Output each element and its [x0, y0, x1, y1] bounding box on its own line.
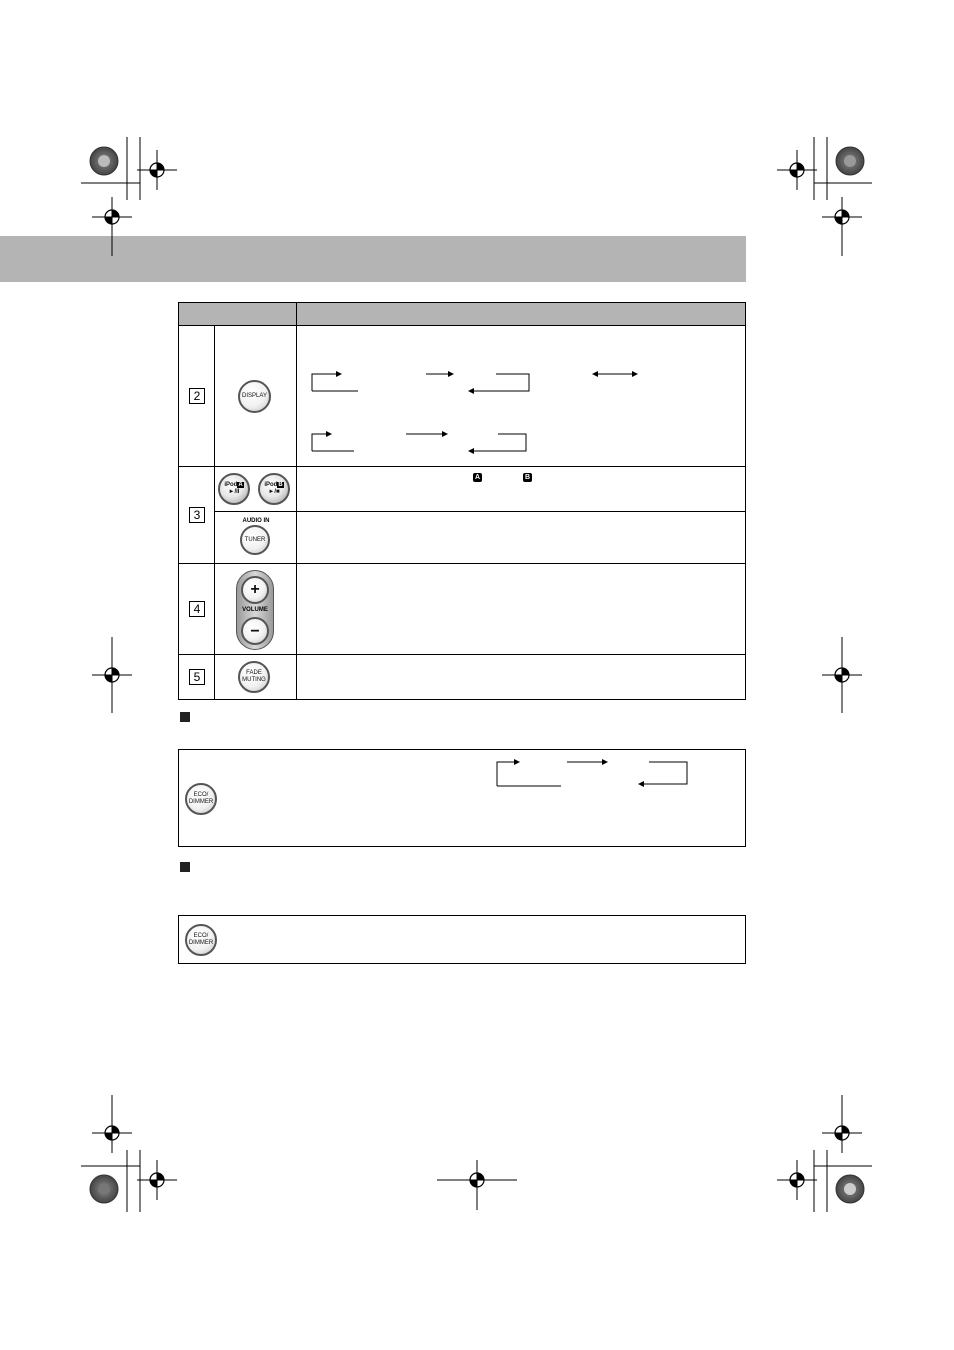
eco-label-line2: DIMMER [188, 940, 214, 946]
ipod-b-label: iPod [264, 482, 278, 488]
display-button-label: DISPLAY [242, 393, 267, 399]
row-button-cell [214, 655, 297, 699]
ipod-b-play-button[interactable] [258, 473, 290, 505]
badge-b-icon: B [278, 482, 283, 488]
plus-icon: + [250, 581, 260, 598]
ipod-a-label: iPod [224, 482, 238, 488]
tuner-button-label: TUNER [244, 536, 266, 543]
row-button-cell [214, 564, 297, 654]
table-row-source [178, 467, 746, 564]
table-row-volume [178, 564, 746, 655]
row-number: 3 [189, 507, 205, 523]
play-stop-icon: ►/■ [268, 489, 280, 495]
section-bullet-icon [180, 862, 190, 872]
volume-down-button[interactable] [241, 617, 269, 645]
eco-dimmer-box-2 [178, 915, 746, 964]
row-number: 2 [189, 388, 205, 404]
table-header [178, 302, 746, 326]
row-button-cell [214, 467, 297, 563]
eco-label-line1: ECO/ [193, 933, 209, 939]
tuner-button[interactable] [240, 525, 270, 555]
badge-a-icon: A [238, 482, 243, 488]
eco-cycle-diagram [494, 756, 714, 796]
eco-label-line1: ECO/ [193, 792, 209, 798]
audio-in-label: AUDIO IN [242, 518, 270, 524]
row-number: 4 [189, 601, 205, 617]
row-number: 5 [189, 669, 205, 685]
display-cycle-diagram [296, 326, 746, 467]
volume-control [236, 570, 274, 650]
fade-muting-label-line2: MUTING [242, 677, 266, 683]
play-pause-icon: ►/II [228, 489, 240, 495]
minus-icon: − [250, 622, 260, 640]
row-number-cell [179, 326, 215, 466]
section-bullet-icon [180, 712, 190, 722]
ipod-a-play-button[interactable] [218, 473, 250, 505]
display-button[interactable] [238, 380, 271, 413]
row-number-cell [179, 467, 215, 563]
badge-a-icon: A [474, 474, 481, 481]
row-sub-divider [214, 511, 745, 512]
badge-b-icon: B [524, 474, 531, 481]
eco-dimmer-box-1 [178, 749, 746, 847]
volume-label: VOLUME [242, 607, 268, 613]
row-number-cell [179, 564, 215, 654]
table-row-display [178, 326, 746, 467]
eco-dimmer-button[interactable] [185, 783, 217, 815]
table-header-divider [296, 303, 297, 325]
fade-muting-button[interactable] [238, 661, 270, 693]
table-row-fade-muting [178, 655, 746, 700]
eco-label-line2: DIMMER [188, 799, 214, 805]
row-number-cell [179, 655, 215, 699]
volume-up-button[interactable] [241, 576, 269, 604]
fade-muting-label-line1: FADE [246, 670, 262, 676]
row-button-cell [214, 326, 297, 466]
header-band [0, 236, 746, 282]
eco-dimmer-button[interactable] [185, 924, 217, 956]
